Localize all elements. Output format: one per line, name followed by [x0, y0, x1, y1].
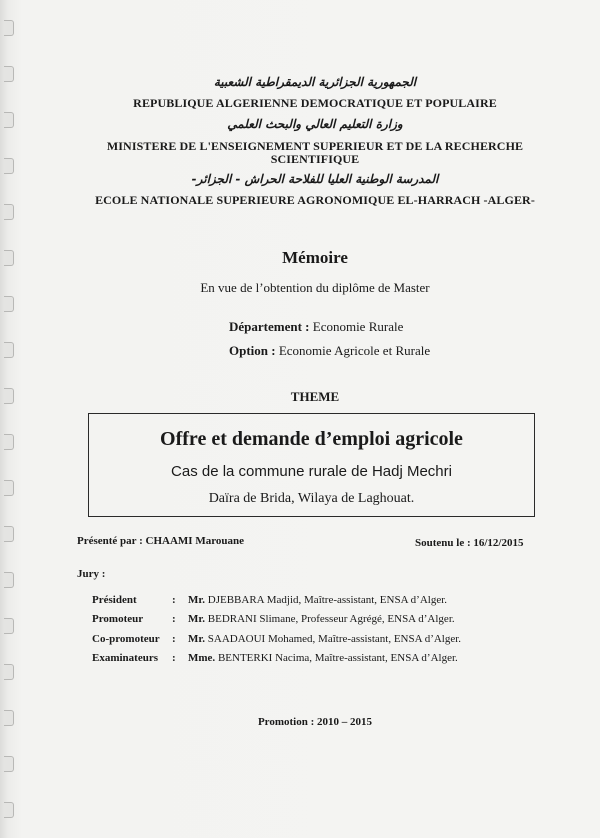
presented-value: CHAAMI Marouane	[145, 535, 245, 547]
ministry-heading-line2: SCIENTIFIQUE	[270, 152, 360, 166]
presented-label: Présenté par :	[77, 535, 143, 547]
promotion-label: Promotion :	[257, 716, 315, 728]
jury-colon: :	[172, 652, 176, 664]
jury-role: Président	[92, 594, 137, 606]
jury-person	[188, 613, 455, 625]
memoire-title: Mémoire	[282, 248, 348, 267]
memoire-subtitle: En vue de l’obtention du diplôme de Master	[200, 280, 430, 295]
thesis-subtitle-1: Cas de la commune rurale de Hadj Mechri	[171, 463, 452, 480]
jury-name: BENTERKI Nacima, Maître-assistant, ENSA d’Alger.	[217, 652, 458, 664]
department-value: Economie Rurale	[312, 319, 404, 334]
school-heading: ECOLE NATIONALE SUPERIEURE AGRONOMIQUE EL-HARRACH -ALGER-	[95, 193, 535, 207]
thesis-title: Offre et demande d’emploi agricole	[160, 428, 463, 450]
jury-title: Mr.	[188, 633, 206, 645]
option-line	[229, 343, 430, 359]
presented-by	[77, 535, 244, 547]
republic-heading: REPUBLIQUE ALGERIENNE DEMOCRATIQUE ET POPULAIRE	[133, 96, 497, 110]
department-line	[229, 319, 403, 335]
jury-title: Mr.	[188, 613, 206, 625]
arabic-republic-heading: الجمهورية الجزائرية الديمقراطية الشعبية	[213, 75, 417, 89]
option-value: Economie Agricole et Rurale	[278, 343, 431, 358]
jury-row-examinateurs	[92, 652, 552, 668]
jury-role: Co-promoteur	[92, 633, 160, 645]
ministry-heading-line1: MINISTERE DE L'ENSEIGNEMENT SUPERIEUR ET DE LA RECHERCHE	[106, 139, 524, 153]
jury-role: Promoteur	[92, 613, 144, 625]
jury-role: Examinateurs	[92, 652, 158, 664]
theme-label: THEME	[290, 389, 340, 404]
jury-person	[188, 652, 458, 664]
jury-colon: :	[172, 613, 176, 625]
soutenu-label: Soutenu le :	[415, 537, 471, 549]
option-label: Option :	[229, 343, 276, 358]
theme-box	[88, 413, 535, 517]
thesis-subtitle-2: Daïra de Brida, Wilaya de Laghouat.	[208, 491, 415, 506]
jury-label: Jury :	[77, 568, 106, 580]
jury-row-promoteur	[92, 613, 552, 629]
jury-title: Mme.	[188, 652, 216, 664]
spiral-binding	[4, 20, 16, 830]
jury-person	[188, 594, 447, 606]
defense-date	[415, 537, 524, 549]
jury-colon: :	[172, 633, 176, 645]
jury-row-president	[92, 594, 552, 610]
jury-name: BEDRANI Slimane, Professeur Agrégé, ENSA d’Alger.	[207, 613, 455, 625]
jury-title: Mr.	[188, 594, 206, 606]
jury-name: DJEBBARA Madjid, Maître-assistant, ENSA d’Alger.	[207, 594, 448, 606]
jury-colon: :	[172, 594, 176, 606]
arabic-ministry-heading: وزارة التعليم العالي والبحث العلمي	[227, 117, 403, 131]
jury-row-co-promoteur	[92, 633, 552, 649]
soutenu-value: 16/12/2015	[473, 537, 524, 549]
promotion-line	[60, 716, 570, 728]
promotion-value: 2010 – 2015	[317, 716, 373, 728]
arabic-school-heading: المدرسة الوطنية العليا للفلاحة الحراش - الجزائر-	[191, 172, 439, 186]
jury-name: SAADAOUI Mohamed, Maître-assistant, ENSA d’Alger.	[207, 633, 462, 645]
department-label: Département :	[229, 319, 310, 334]
jury-person	[188, 633, 461, 645]
